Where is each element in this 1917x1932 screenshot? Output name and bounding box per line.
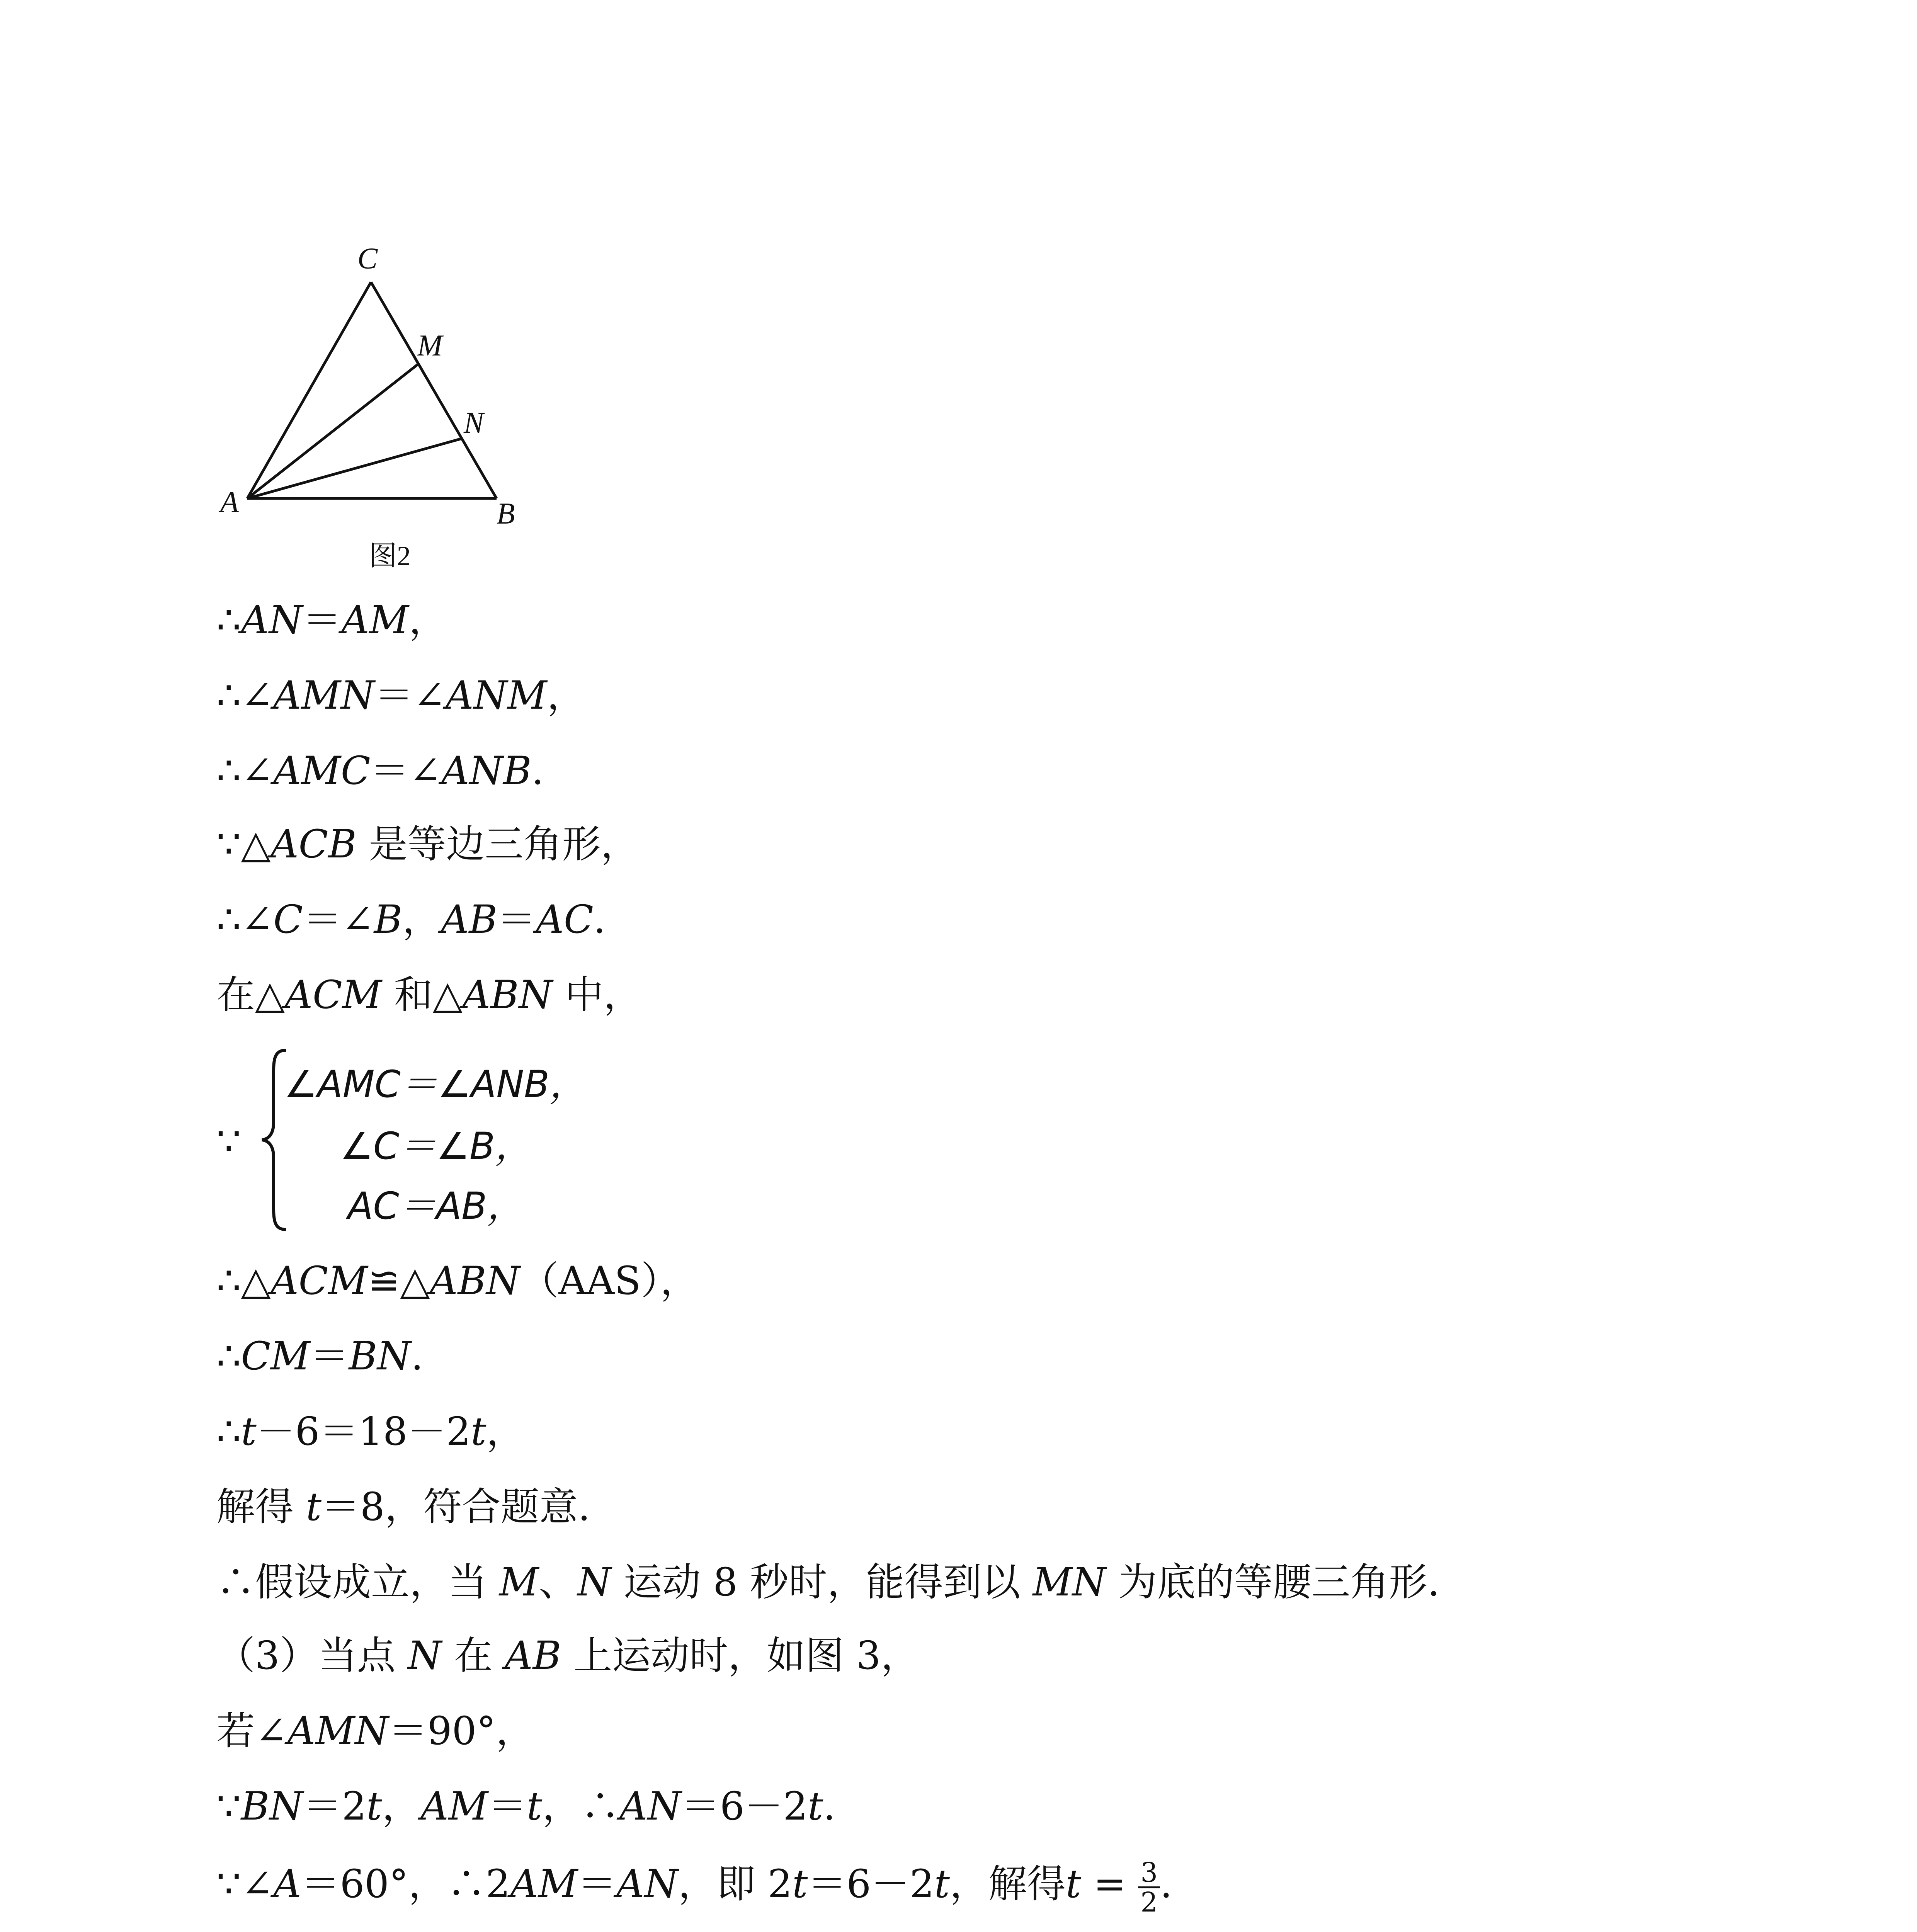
line-angle-amn-anm: ∴∠AMN＝∠ANM， xyxy=(216,673,586,718)
label-n: N xyxy=(464,406,484,439)
line-cm-eq-bn: ∴CM＝BN. xyxy=(216,1333,424,1379)
line-in-triangles: 在△ACM 和△ABN 中， xyxy=(216,972,642,1017)
label-b: B xyxy=(497,497,515,526)
label-c: C xyxy=(357,242,378,275)
equation-system xyxy=(216,1039,757,1240)
line-congruent: ∴△ACM≌△ABN（AAS）， xyxy=(216,1258,699,1303)
segment-ac xyxy=(247,282,371,498)
figure-2-diagram xyxy=(209,232,556,526)
line-solve-t-8: 解得 t＝8，符合题意. xyxy=(216,1484,590,1529)
figure-2 xyxy=(209,232,556,526)
line-an-eq-am: ∴AN＝AM， xyxy=(216,597,447,643)
system-row-1: ∠AMC＝∠ANB， xyxy=(284,1063,587,1106)
line-angle-amc-anb: ∴∠AMC＝∠ANB. xyxy=(216,748,544,793)
segment-am xyxy=(247,363,419,498)
figure-2-caption: 图2 xyxy=(369,541,411,571)
line-lengths: ∵BN＝2t，AM＝t，∴AN＝6－2t. xyxy=(216,1784,836,1829)
fraction-three-halves: $\frac{3}{2}$ xyxy=(1138,1859,1160,1916)
segment-cb xyxy=(371,282,497,498)
line-equation-t: ∴t－6＝18－2t， xyxy=(216,1409,525,1454)
label-a: A xyxy=(220,485,239,519)
system-row-3: AC＝AB， xyxy=(348,1184,524,1228)
line-part-3: （3）当点 N 在 AB 上运动时，如图 3， xyxy=(216,1633,920,1678)
system-row-2: ∠C＝∠B， xyxy=(340,1124,532,1168)
line-conclusion: ∴假设成立，当 M、N 运动 8 秒时，能得到以 MN 为底的等腰三角形. xyxy=(216,1560,1440,1605)
because-symbol: ∵ xyxy=(216,1119,241,1164)
line-angle-amn-90: 若∠AMN＝90°， xyxy=(216,1708,535,1753)
segment-an xyxy=(247,439,462,498)
line-angle-a-60: ∵∠A＝60°，∴2AM＝AN，即 2t＝6－2t，解得t = $\frac{3}{2}$ . xyxy=(216,1857,1172,1918)
line-angle-c-b: ∴∠C＝∠B，AB＝AC. xyxy=(216,897,606,942)
line-equilateral: ∵△ACB 是等边三角形， xyxy=(216,821,640,867)
label-m: M xyxy=(417,328,442,362)
